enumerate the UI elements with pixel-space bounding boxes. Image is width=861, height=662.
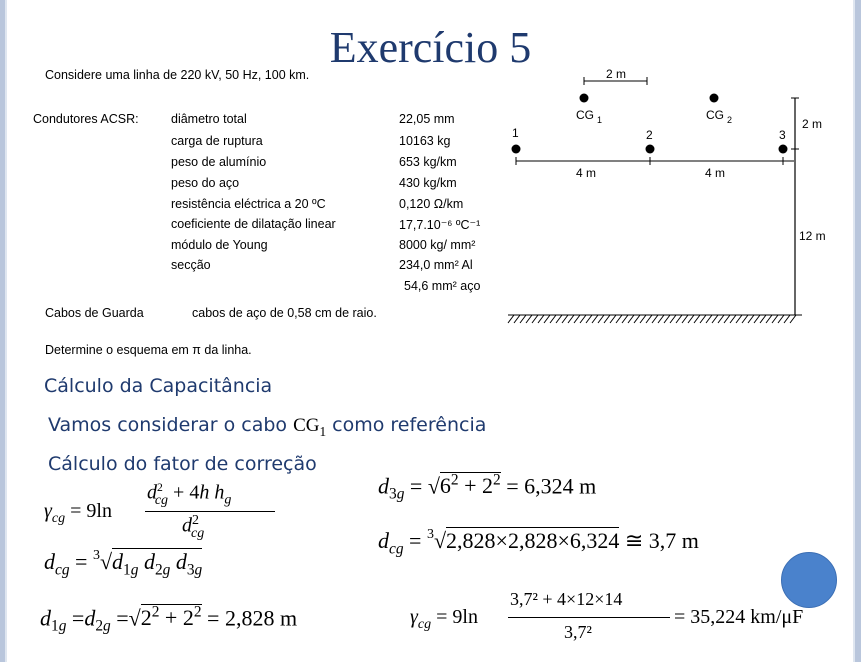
dcg-numeric-formula: $d_{cg} = ^3√2,828\times 2,828\times 6,324$ ≅ 3,7 m [378, 527, 699, 558]
property-value: 8000 kg/ mm² [399, 238, 476, 252]
conductors-label: Condutores ACSR: [33, 112, 139, 126]
d3g-formula: $d_{3g} = √6^2 + 2^2 = 6,324$ m [378, 472, 597, 503]
reference-text-pre: Vamos considerar o cabo [48, 414, 294, 436]
dcg-value: 3,7 m [648, 528, 699, 553]
slide-frame-left-inner [5, 0, 7, 662]
intro-text: Considere uma linha de 220 kV, 50 Hz, 100 km. [45, 68, 310, 82]
property-name: secção [171, 258, 211, 272]
slide-frame-right [855, 0, 861, 662]
property-value: 653 kg/km [399, 155, 457, 169]
guard-label: Cabos de Guarda [45, 306, 144, 320]
property-name: resistência eléctrica a 20 ºC [171, 197, 326, 211]
vertical-main-dimension-label: 12 m [799, 229, 826, 243]
guard-cable-cg1 [580, 94, 589, 103]
conductor-1-label: 1 [512, 126, 519, 140]
slide-title: Exercício 5 [329, 23, 532, 72]
d3g-value: 6,324 m [524, 473, 597, 499]
reference-cable-name: CG [293, 415, 320, 436]
gamma-numerator: 3,7² + 4×12×14 [510, 589, 623, 609]
determine-text: Determine o esquema em π da linha. [45, 343, 252, 357]
d1g-formula: $d_{1g} =d_{2g} =√2^2 + 2^2 = 2,828$ m [40, 604, 298, 635]
property-value: 22,05 mm [399, 112, 455, 126]
property-name: diâmetro total [171, 112, 247, 126]
property-value: 0,120 Ω/km [399, 197, 464, 211]
conductor-1 [512, 145, 521, 154]
cg1-sub-label: 1 [597, 115, 603, 125]
gamma-value: 35,224 km/μF [690, 606, 804, 628]
conductor-3-label: 3 [779, 128, 786, 142]
dimension-left-label: 4 m [576, 166, 597, 180]
conductor-3 [779, 145, 788, 154]
decorative-circle [781, 552, 837, 608]
top-dimension-label: 2 m [606, 67, 627, 81]
reference-cable [293, 415, 327, 439]
dcg-product: 2,828×2,828×6,324 [446, 528, 620, 553]
property-value: 10163 kg [399, 134, 451, 148]
gamma-denominator: 3,7² [564, 622, 592, 642]
property-name: peso do aço [171, 176, 240, 190]
reference-sentence [48, 414, 486, 440]
cg2-sub-label: 2 [727, 115, 733, 125]
property-name: módulo de Young [171, 238, 268, 252]
property-value: 17,7.10⁻⁶ ºC⁻¹ [399, 218, 481, 232]
gamma-numeric-formula: $\gamma_{cg} = 9\ln$ 3,7² + 4×12×14 3,7² = 35,224 km/μF [410, 589, 804, 642]
reference-cable-sub: 1 [319, 423, 327, 439]
section-capacitance-heading: Cálculo da Capacitância [44, 375, 273, 397]
dcg-formula: $d_{cg} = ^3√d_{1g}$ $d_{2g}$ $d_{3g}$ [44, 548, 203, 579]
property-name: coeficiente de dilatação linear [171, 217, 336, 231]
property-value: 430 kg/km [399, 176, 457, 190]
property-value: 54,6 mm² aço [404, 279, 481, 293]
tower-diagram [500, 65, 826, 335]
conductor-2-label: 2 [646, 128, 653, 142]
property-name: peso de alumínio [171, 155, 267, 169]
guard-text: cabos de aço de 0,58 cm de raio. [192, 306, 377, 320]
vertical-top-dimension-label: 2 m [802, 117, 823, 131]
dimension-right-label: 4 m [705, 166, 726, 180]
property-name: carga de ruptura [171, 134, 263, 148]
guard-cable-cg2 [710, 94, 719, 103]
section-correction-heading: Cálculo do fator de correção [48, 453, 317, 475]
ground-hatch [508, 315, 796, 323]
conductor-2 [646, 145, 655, 154]
slide-frame-right-inner [853, 0, 855, 662]
cg1-label: CG [576, 108, 594, 122]
reference-text-post: como referência [326, 414, 487, 436]
cg2-label: CG [706, 108, 724, 122]
property-value: 234,0 mm² Al [399, 258, 473, 272]
